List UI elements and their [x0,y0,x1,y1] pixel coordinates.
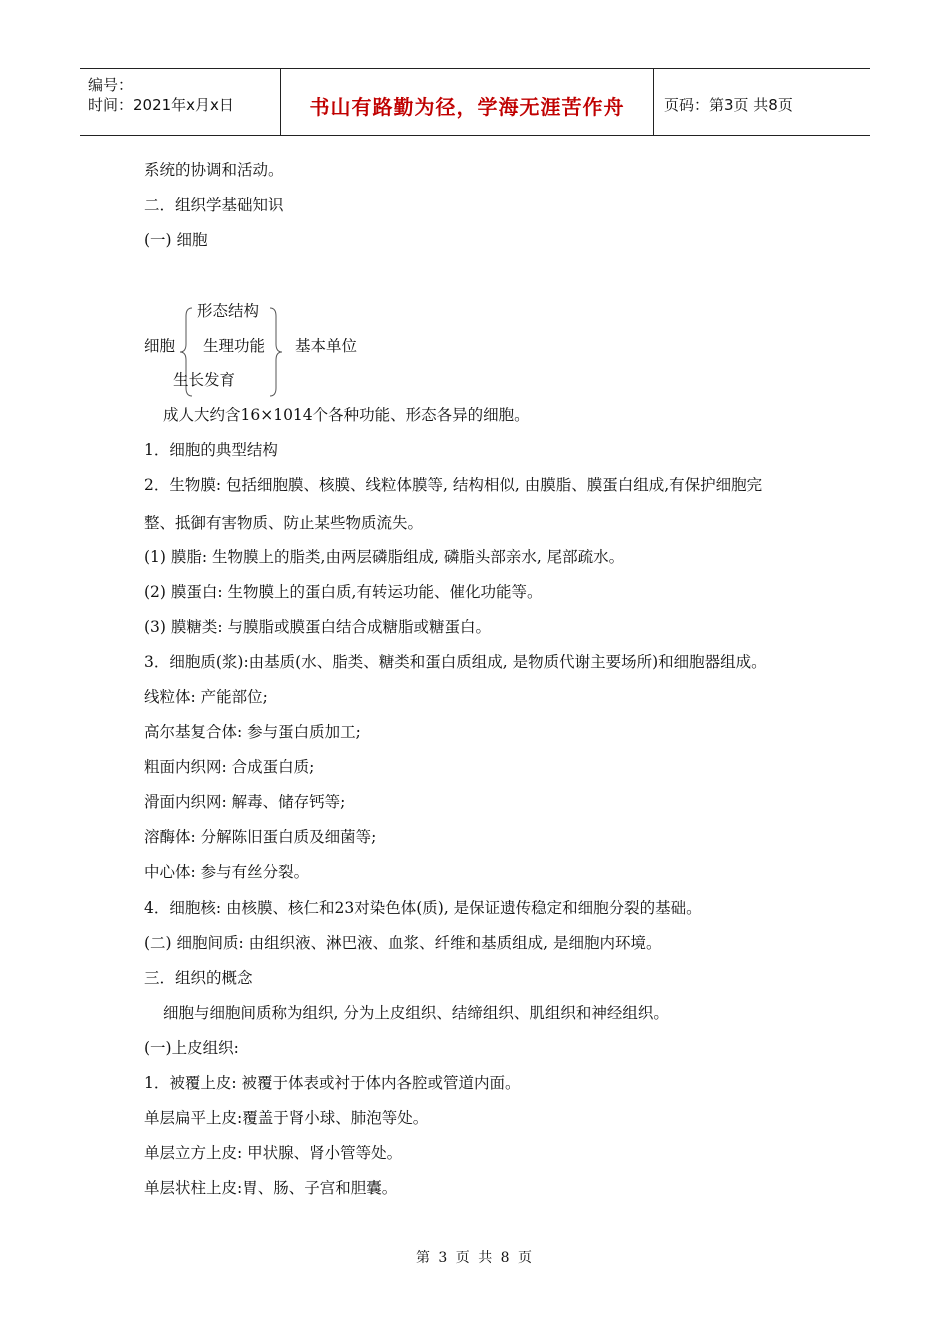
text-line: 整、抵御有害物质、防止某些物质流失。 [144,514,424,532]
text-line: (2) 膜蛋白: 生物膜上的蛋白质,有转运功能、催化功能等。 [144,583,543,601]
text-line: 4．细胞核: 由核膜、核仁和23对染色体(质), 是保证遗传稳定和细胞分裂的基础。 [144,899,702,917]
subsection-heading: (一) 细胞 [144,231,208,249]
text-line: 单层立方上皮: 甲状腺、肾小管等处。 [144,1144,403,1162]
cell-item: 生理功能 [203,337,266,355]
page-code: 页码：第3页 共8页 [664,96,793,114]
section-heading: 三．组织的概念 [144,969,253,987]
text-line: (二) 细胞间质: 由组织液、淋巴液、血浆、纤维和基质组成, 是细胞内环境。 [144,934,662,952]
text-line: 成人大约含16×1014个各种功能、形态各异的细胞。 [163,406,530,424]
text-line: 高尔基复合体: 参与蛋白质加工; [144,723,361,741]
text-line: 单层状柱上皮:胃、肠、子宫和胆囊。 [144,1179,398,1197]
time-label: 时间：2021年x月x日 [88,96,234,114]
text-line: 粗面内织网: 合成蛋白质; [144,758,315,776]
text-line: 滑面内织网: 解毒、储存钙等; [144,793,346,811]
text-line: 单层扁平上皮:覆盖于肾小球、肺泡等处。 [144,1109,429,1127]
page-footer: 第 3 页 共 8 页 [415,1250,535,1266]
text-line: 1．细胞的典型结构 [144,441,278,459]
text-line: (3) 膜糖类: 与膜脂或膜蛋白结合成糖脂或糖蛋白。 [144,618,492,636]
number-label: 编号： [88,76,134,94]
cell-label: 细胞 [144,337,176,355]
text-line: 3．细胞质(浆):由基质(水、脂类、糖类和蛋白质组成, 是物质代谢主要场所)和细胞器组成。 [144,653,767,671]
text-line: 系统的协调和活动。 [144,161,284,179]
cell-summary: 基本单位 [295,337,358,355]
text-line: 线粒体: 产能部位; [144,688,268,706]
cell-item: 生长发育 [173,371,236,389]
cell-item: 形态结构 [197,302,260,320]
text-line: 1．被覆上皮: 被覆于体表或衬于体内各腔或管道内面。 [144,1074,521,1092]
header-motto: 书山有路勤为径，学海无涯苦作舟 [309,95,625,119]
text-line: (1) 膜脂: 生物膜上的脂类,由两层磷脂组成, 磷脂头部亲水, 尾部疏水。 [144,548,625,566]
text-line: 细胞与细胞间质称为组织, 分为上皮组织、结缔组织、肌组织和神经组织。 [163,1004,669,1022]
subsection-heading: (一)上皮组织: [144,1039,239,1057]
text-line: 2．生物膜: 包括细胞膜、核膜、线粒体膜等, 结构相似, 由膜脂、膜蛋白组成,有保护细胞完 [144,476,763,494]
text-line: 溶酶体: 分解陈旧蛋白质及细菌等; [144,828,377,846]
right-brace-icon [268,306,284,398]
text-line: 中心体: 参与有丝分裂。 [144,863,310,881]
section-heading: 二．组织学基础知识 [144,196,284,214]
